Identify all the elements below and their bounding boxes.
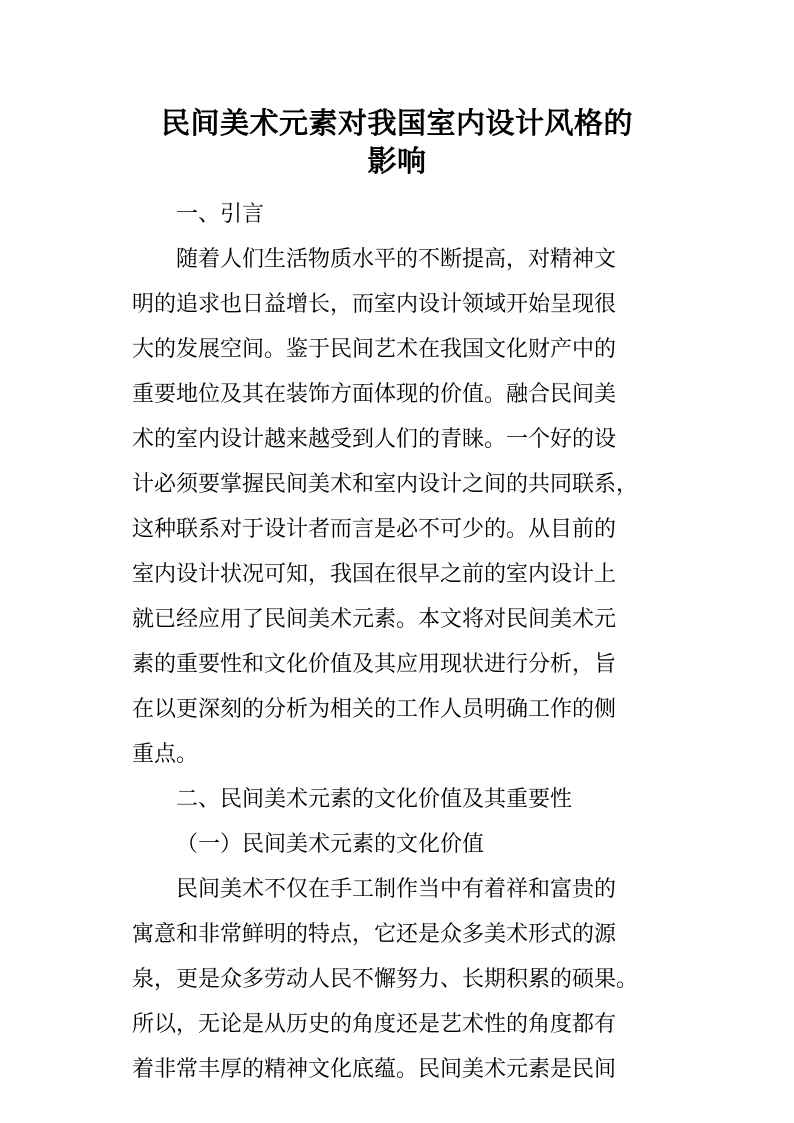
text-line: 这种联系对于设计者而言是必不可少的。从目前的 (132, 517, 617, 542)
text-line: 素的重要性和文化价值及其应用现状进行分析，旨 (132, 652, 617, 677)
text-line: 就已经应用了民间美术元素。本文将对民间美术元 (132, 607, 617, 632)
paragraph-cultural-value (132, 867, 662, 1092)
document-body (132, 192, 662, 1092)
text-line: 术的室内设计越来越受到人们的青睐。一个好的设 (132, 427, 617, 452)
text-line: 寓意和非常鲜明的特点，它还是众多美术形式的源 (132, 922, 617, 947)
text-line: 大的发展空间。鉴于民间艺术在我国文化财产中的 (132, 337, 617, 362)
text-line: 重要地位及其在装饰方面体现的价值。融合民间美 (132, 382, 617, 407)
text-line: 泉，更是众多劳动人民不懈努力、长期积累的硕果。 (132, 967, 639, 992)
section-heading-cultural-value: 二、民间美术元素的文化价值及其重要性 (176, 787, 573, 812)
text-line: 室内设计状况可知，我国在很早之前的室内设计上 (132, 562, 617, 587)
text-line: 明的追求也日益增长，而室内设计领域开始呈现很 (132, 292, 617, 317)
text-line: 民间美术不仅在手工制作当中有着祥和富贵的 (176, 877, 617, 902)
text-line: 计必须要掌握民间美术和室内设计之间的共同联系， (132, 472, 639, 497)
text-line: 着非常丰厚的精神文化底蕴。民间美术元素是民间 (132, 1057, 617, 1082)
section-heading-introduction: 一、引言 (176, 202, 265, 227)
text-line: 随着人们生活物质水平的不断提高，对精神文 (176, 247, 617, 272)
title-line: 民间美术元素对我国室内设计风格的 (160, 106, 633, 140)
text-line: 所以，无论是从历史的角度还是艺术性的角度都有 (132, 1012, 617, 1037)
text-line: 在以更深刻的分析为相关的工作人员明确工作的侧 (132, 697, 617, 722)
document-title (120, 104, 674, 180)
title-line: 影响 (367, 144, 427, 178)
paragraph-introduction (132, 237, 662, 777)
subsection-heading-cultural-value: （一）民间美术元素的文化价值 (176, 832, 485, 857)
text-line: 重点。 (132, 742, 199, 767)
